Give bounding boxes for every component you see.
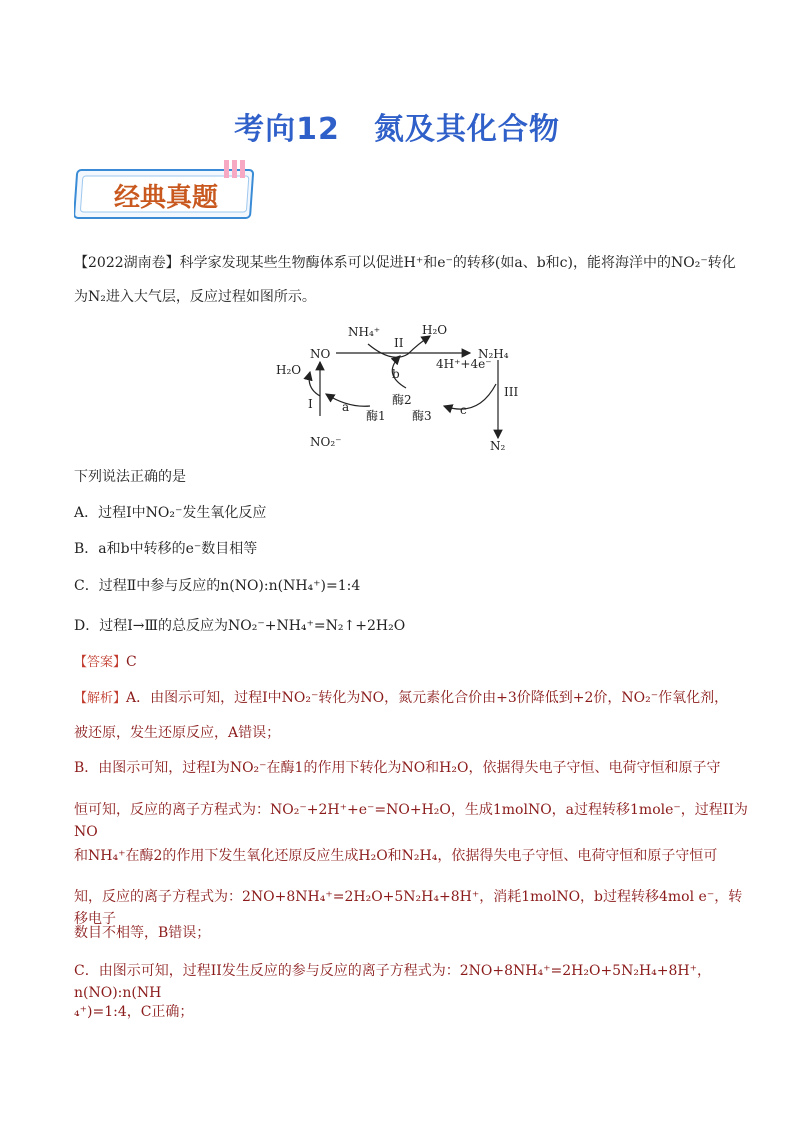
label-i: I: [308, 397, 313, 411]
question-stem-2: 为N₂进入大气层，反应过程如图所示。: [74, 289, 316, 305]
answer-value: C: [126, 654, 137, 670]
label-ii: II: [394, 336, 404, 350]
question-prompt: 下列说法正确的是: [74, 469, 186, 485]
label-enzyme2: 酶2: [392, 393, 412, 407]
question-source: 【2022湖南卷】: [74, 255, 180, 271]
analysis-label: 【解析】: [74, 691, 127, 706]
label-no: NO: [310, 347, 331, 361]
page-title: [0, 104, 794, 148]
title-main: 氮及其化合物: [373, 112, 560, 147]
answer-line: [74, 651, 750, 674]
analysis-b-line-2: 恒可知，反应的离子方程式为：NO₂⁻+2H⁺+e⁻=NO+H₂O，生成1molNO，a过程转移1mole⁻，过程II为NO: [74, 802, 748, 840]
analysis-b-line-4: 知，反应的离子方程式为：2NO+8NH₄⁺=2H₂O+5N₂H₄+8H⁺，消耗1molNO，b过程转移4mol e⁻，转移电子: [74, 889, 743, 927]
analysis-b-line-1: B．由图示可知，过程I为NO₂⁻在酶1的作用下转化为NO和H₂O，依据得失电子守恒、电荷守恒和原子守: [74, 760, 721, 776]
label-nh4: NH₄⁺: [348, 325, 381, 339]
analysis-a-line-2: 被还原，发生还原反应，A错误；: [74, 725, 281, 741]
label-n2: N₂: [490, 439, 506, 453]
option-a: A．过程Ⅰ中NO₂⁻发生氧化反应: [74, 505, 267, 521]
analysis-a-line-1: [74, 687, 750, 710]
label-enzyme3: 酶3: [412, 409, 432, 423]
label-enzyme1: 酶1: [366, 409, 386, 423]
label-no2: NO₂⁻: [310, 435, 342, 449]
banner-label: 经典真题: [113, 183, 219, 213]
option-d: D．过程Ⅰ→Ⅲ的总反应为NO₂⁻+NH₄⁺=N₂↑+2H₂O: [74, 618, 406, 634]
title-prefix: 考向12: [234, 112, 340, 147]
question-stem-1: 科学家发现某些生物酶体系可以促进H⁺和e⁻的转移(如a、b和c)，能将海洋中的NO₂⁻转化: [179, 255, 736, 271]
answer-label: 【答案】: [74, 655, 127, 670]
label-charge: 4H⁺+4e⁻: [436, 357, 492, 371]
analysis-b-line-5: 数目不相等，B错误；: [74, 925, 211, 941]
analysis-a-text-1: A．由图示可知，过程I中NO₂⁻转化为NO，氮元素化合价由+3价降低到+2价，NO₂⁻作氧化剂，: [126, 690, 729, 706]
analysis-b-line-3: 和NH₄⁺在酶2的作用下发生氧化还原反应生成H₂O和N₂H₄，依据得失电子守恒、电荷守恒和原子守恒可: [74, 848, 718, 864]
label-iii: III: [504, 385, 519, 399]
reaction-diagram: [268, 316, 528, 456]
analysis-c-line-2: ₄⁺)=1:4，C正确；: [74, 1004, 194, 1020]
label-h2o-left: H₂O: [276, 363, 302, 377]
section-banner: [74, 160, 260, 224]
label-n2h4: N₂H₄: [478, 347, 509, 361]
option-b: B．a和b中转移的e⁻数目相等: [74, 541, 258, 557]
label-a: a: [342, 400, 350, 414]
option-c: C．过程Ⅱ中参与反应的n(NO):n(NH₄⁺)=1:4: [74, 578, 361, 594]
question-line-1: [74, 252, 750, 274]
label-h2o-top: H₂O: [422, 323, 448, 337]
analysis-c-line-1: C．由图示可知，过程II发生反应的参与反应的离子方程式为：2NO+8NH₄⁺=2H₂O+5N₂H₄+8H⁺，n(NO):n(NH: [74, 963, 711, 1001]
label-c: c: [460, 403, 467, 417]
label-b: b: [392, 367, 400, 381]
